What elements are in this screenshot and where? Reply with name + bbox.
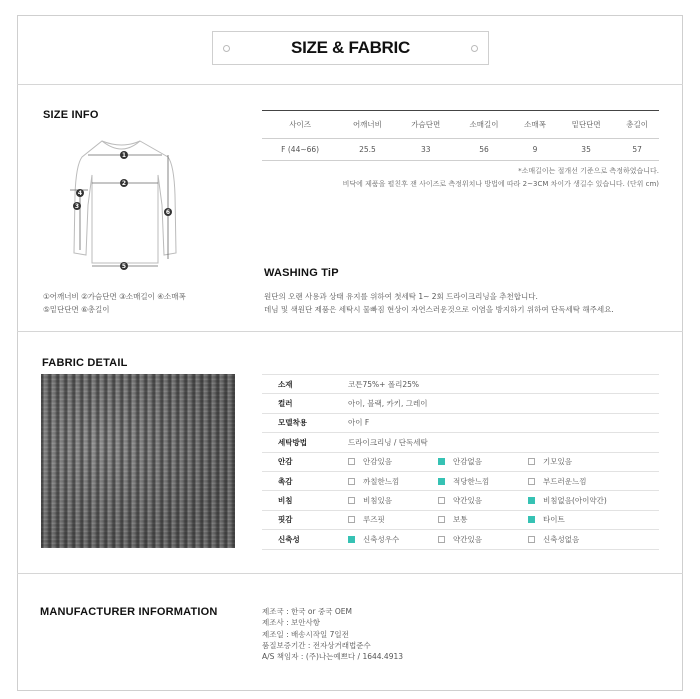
- option-label: 안감없음: [453, 457, 482, 467]
- checkbox-icon: [348, 478, 355, 485]
- fabric-value: 아이, 블랙, 카키, 그레이: [348, 399, 428, 409]
- checkbox-icon: [348, 536, 355, 543]
- divider-top: [17, 84, 683, 85]
- checkbox-icon: [438, 497, 445, 504]
- fabric-label: 컬러: [278, 399, 293, 409]
- table-cell: 35: [557, 139, 615, 161]
- divider-bottom: [17, 573, 683, 574]
- checkbox-icon: [348, 497, 355, 504]
- table-row: [262, 471, 659, 490]
- marker-5-label: 5: [121, 263, 127, 271]
- table-cell: F (44~66): [262, 139, 338, 161]
- page-title: SIZE & FABRIC: [291, 38, 410, 57]
- diagram-legend-line1: ①어깨너비 ②가슴단면 ③소매길이 ④소매폭: [43, 292, 186, 301]
- checkbox-icon: [528, 458, 535, 465]
- column-header: 소매폭: [513, 111, 557, 139]
- washing-line-2: 데님 및 색원단 제품은 세탁시 물빠짐 현상이 자연스러운것으로 이염을 방지하기 위하여 단독세탁 해주세요.: [264, 305, 614, 314]
- option-label: 약간있음: [453, 496, 482, 506]
- checkbox-icon: [438, 536, 445, 543]
- checkbox-icon: [528, 536, 535, 543]
- table-row: [262, 394, 659, 413]
- marker-6-label: 6: [165, 209, 171, 217]
- garment-diagram: [40, 135, 190, 275]
- table-row: [262, 491, 659, 510]
- fabric-value: 아이 F: [348, 418, 370, 428]
- table-row: [262, 530, 659, 549]
- checkbox-icon: [348, 458, 355, 465]
- size-table-header: [262, 111, 659, 139]
- option-label: 부드러운느낌: [543, 476, 587, 486]
- washing-tip-heading: WASHING TiP: [264, 267, 339, 279]
- table-row: [262, 433, 659, 452]
- table-row: [262, 375, 659, 394]
- manufacturer-line: 품질보증기간 : 전자상거래법준수: [262, 640, 371, 650]
- fabric-detail-heading: FABRIC DETAIL: [42, 357, 128, 369]
- size-info-heading: SIZE INFO: [43, 109, 99, 121]
- marker-1-label: 1: [121, 152, 127, 160]
- option-label: 적당한느낌: [453, 476, 490, 486]
- table-cell: 9: [513, 139, 557, 161]
- fabric-label: 신축성: [278, 534, 300, 544]
- table-cell: 57: [615, 139, 659, 161]
- fabric-table: [262, 374, 659, 550]
- option-label: 타이트: [543, 515, 565, 525]
- option-label: 루즈핏: [363, 515, 385, 525]
- fabric-label: 핏감: [278, 515, 293, 525]
- checkbox-icon: [438, 478, 445, 485]
- column-header: 가슴단면: [397, 111, 455, 139]
- manufacturer-line: 제조사 : 보안사항: [262, 618, 321, 628]
- diagram-legend-line2: ⑤밑단단면 ⑥총길이: [43, 305, 110, 314]
- table-cell: 56: [455, 139, 513, 161]
- marker-3-label: 3: [74, 203, 80, 211]
- column-header: 소매길이: [455, 111, 513, 139]
- column-header: 밑단단면: [557, 111, 615, 139]
- table-cell: 25.5: [338, 139, 396, 161]
- option-label: 기모있음: [543, 457, 572, 467]
- fabric-label: 모델착용: [278, 418, 307, 428]
- option-label: 까칠한느낌: [363, 476, 400, 486]
- option-label: 신축성우수: [363, 534, 400, 544]
- option-label: 비침없음(아이약간): [543, 496, 607, 506]
- marker-2-label: 2: [121, 180, 127, 188]
- size-note-2: 비닥에 제품을 펼친후 잰 사이즈로 측정위치나 방법에 따라 2~3CM 차이가 생길수 있습니다. (단위 cm): [342, 180, 659, 188]
- checkbox-icon: [438, 458, 445, 465]
- checkbox-icon: [348, 516, 355, 523]
- divider-middle: [17, 331, 683, 332]
- column-header: 총길이: [615, 111, 659, 139]
- manufacturer-line: 제조일 : 배송시작일 7일전: [262, 629, 349, 639]
- circle-icon: [223, 45, 230, 52]
- fabric-value: 코튼75%+ 폴리25%: [348, 379, 419, 389]
- fabric-label: 촉감: [278, 476, 293, 486]
- table-row: [262, 452, 659, 471]
- option-label: 약간있음: [453, 534, 482, 544]
- table-cell: 33: [397, 139, 455, 161]
- checkbox-icon: [438, 516, 445, 523]
- table-row: [262, 510, 659, 529]
- manufacturer-heading: MANUFACTURER INFORMATION: [40, 606, 218, 618]
- table-row: [262, 413, 659, 432]
- size-table: [262, 110, 659, 161]
- column-header: 사이즈: [262, 111, 338, 139]
- circle-icon: [471, 45, 478, 52]
- size-note-1: *소매길이는 절개선 기준으로 측정하였습니다.: [518, 167, 659, 175]
- table-row: [262, 139, 659, 161]
- fabric-label: 소재: [278, 379, 293, 389]
- option-label: 신축성없음: [543, 534, 580, 544]
- title-box: [212, 31, 489, 65]
- fabric-swatch-image: [41, 374, 235, 548]
- manufacturer-info: [262, 606, 403, 662]
- manufacturer-line: 제조국 : 한국 or 중국 OEM: [262, 607, 352, 616]
- fabric-label: 안감: [278, 457, 293, 467]
- option-label: 안감있음: [363, 457, 392, 467]
- fabric-label: 비침: [278, 496, 293, 506]
- washing-line-1: 원단의 오랜 사용과 상태 유지를 위하여 첫세탁 1~ 2회 드라이크리닝을 추천합니다.: [264, 292, 538, 301]
- checkbox-icon: [528, 516, 535, 523]
- option-label: 보통: [453, 515, 468, 525]
- marker-4-label: 4: [77, 190, 83, 198]
- manufacturer-line: A/S 책임자 : (주)나는예쁘다 / 1644.4913: [262, 652, 404, 662]
- checkbox-icon: [528, 478, 535, 485]
- checkbox-icon: [528, 497, 535, 504]
- fabric-label: 세탁방법: [278, 437, 307, 447]
- column-header: 어깨너비: [338, 111, 396, 139]
- option-label: 비침있음: [363, 496, 392, 506]
- fabric-value: 드라이크리닝 / 단독세탁: [348, 437, 428, 447]
